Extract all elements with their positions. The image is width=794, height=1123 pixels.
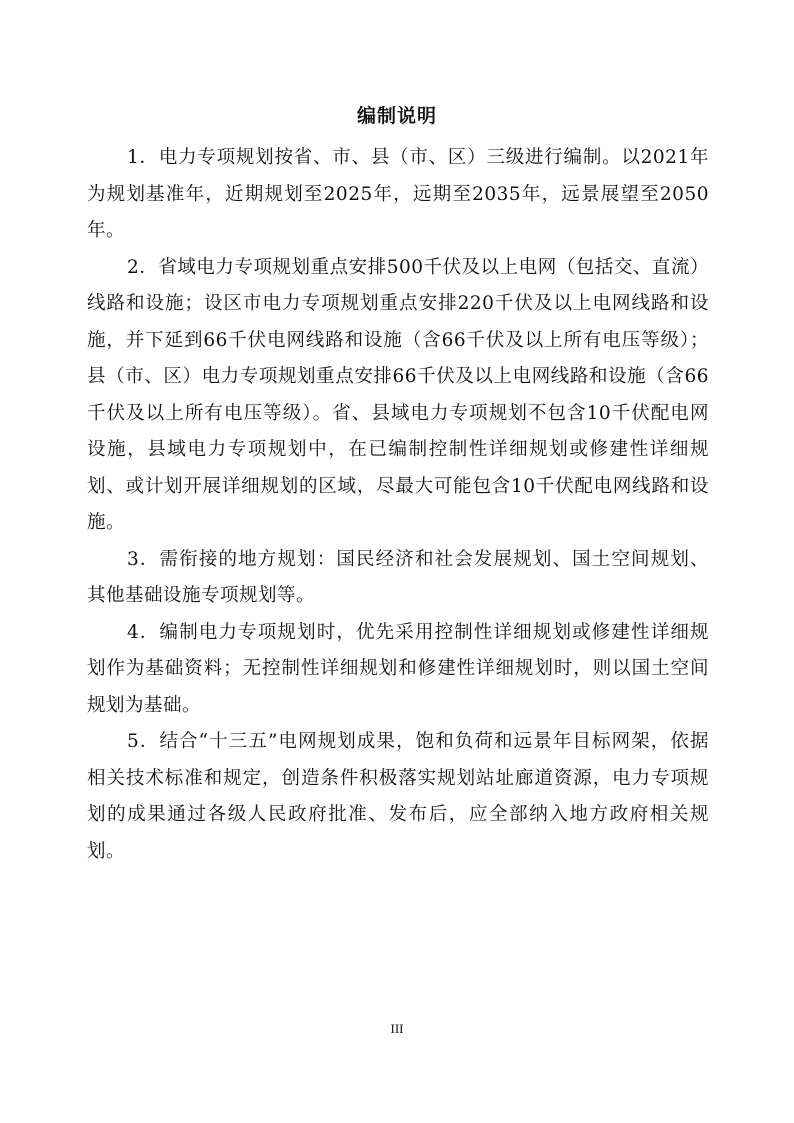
paragraph-2: 2．省域电力专项规划重点安排500千伏及以上电网（包括交、直流）线路和设施；设区市电力专项规划重点安排220千伏及以上电网线路和设施，并下延到66千伏电网线路和设施（含66千伏及以上所有电压等级）；县（市、区）电力专项规划重点安排66千伏及以上电网线路和设施（含66千伏及以上所有电压等级）。省、县域电力专项规划不包含10千伏配电网设施，县域电力专项规划中，在已编制控制性详细规划或修建性详细规划、或计划开展详细规划的区域，尽最大可能包含10千伏配电网线路和设施。 [87, 256, 709, 533]
page-number: III [390, 1021, 404, 1036]
paragraph-5: 5．结合“十三五”电网规划成果，饱和负荷和远景年目标网架，依据相关技术标准和规定，创造条件积极落实规划站址廊道资源，电力专项规划的成果通过各级人民政府批准、发布后，应全部纳入地方政府相关规划。 [87, 731, 709, 862]
document-title: 编制说明 [356, 105, 437, 127]
document-body [87, 140, 709, 870]
paragraph-3: 3．需衔接的地方规划：国民经济和社会发展规划、国土空间规划、其他基础设施专项规划等。 [87, 548, 709, 606]
paragraph-4: 4．编制电力专项规划时，优先采用控制性详细规划或修建性详细规划作为基础资料；无控制性详细规划和修建性详细规划时，则以国土空间规划为基础。 [87, 621, 709, 716]
paragraph-1: 1．电力专项规划按省、市、县（市、区）三级进行编制。以2021年为规划基准年，近期规划至2025年，远期至2035年，远景展望至2050年。 [87, 147, 709, 241]
